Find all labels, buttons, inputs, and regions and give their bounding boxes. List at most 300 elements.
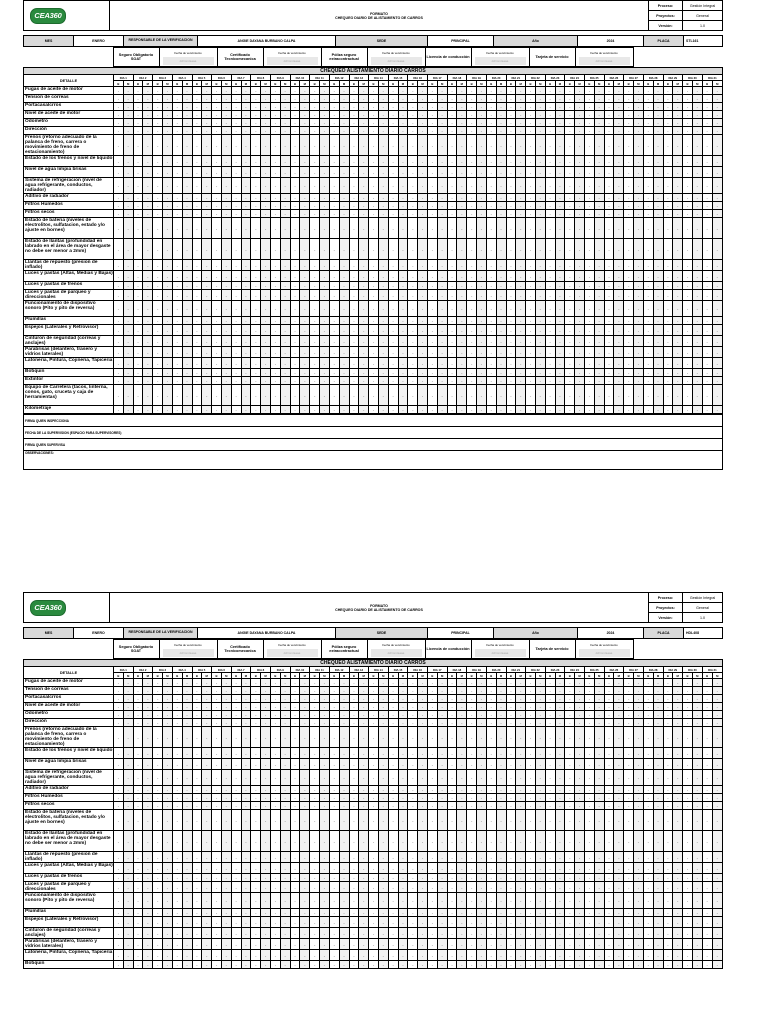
check-cell[interactable]: - — [634, 156, 644, 167]
check-cell[interactable]: - — [359, 950, 369, 961]
check-cell[interactable]: - — [369, 385, 379, 406]
check-cell[interactable]: - — [378, 950, 388, 961]
check-cell[interactable]: - — [585, 87, 595, 95]
check-cell[interactable]: - — [614, 802, 624, 810]
check-cell[interactable]: - — [339, 802, 349, 810]
check-cell[interactable]: - — [329, 218, 339, 239]
check-cell[interactable]: - — [477, 711, 487, 719]
check-cell[interactable]: - — [614, 347, 624, 358]
check-cell[interactable]: - — [516, 928, 526, 939]
check-cell[interactable]: - — [614, 810, 624, 831]
check-cell[interactable]: - — [526, 301, 536, 317]
check-cell[interactable]: - — [172, 679, 182, 687]
check-cell[interactable]: - — [378, 369, 388, 377]
check-cell[interactable]: - — [280, 909, 290, 917]
check-cell[interactable]: - — [329, 786, 339, 794]
check-cell[interactable]: - — [378, 831, 388, 852]
check-cell[interactable]: - — [290, 301, 300, 317]
check-cell[interactable]: - — [535, 874, 545, 882]
check-cell[interactable]: - — [477, 939, 487, 950]
check-cell[interactable]: - — [153, 317, 163, 325]
check-cell[interactable]: - — [202, 961, 212, 969]
check-cell[interactable]: - — [643, 786, 653, 794]
check-cell[interactable]: - — [320, 202, 330, 210]
check-cell[interactable]: - — [437, 786, 447, 794]
check-cell[interactable]: - — [604, 218, 614, 239]
check-cell[interactable]: - — [526, 358, 536, 369]
check-cell[interactable]: - — [496, 863, 506, 874]
check-cell[interactable]: - — [634, 178, 644, 194]
check-cell[interactable]: - — [251, 786, 261, 794]
check-cell[interactable]: - — [163, 882, 173, 893]
check-cell[interactable]: - — [261, 794, 271, 802]
check-cell[interactable]: - — [673, 703, 683, 711]
check-cell[interactable]: - — [624, 347, 634, 358]
check-cell[interactable]: - — [418, 127, 428, 135]
check-cell[interactable]: - — [163, 748, 173, 759]
check-cell[interactable]: - — [545, 103, 555, 111]
check-cell[interactable]: - — [663, 770, 673, 786]
check-cell[interactable]: - — [172, 135, 182, 156]
check-cell[interactable]: - — [477, 103, 487, 111]
check-cell[interactable]: - — [457, 111, 467, 119]
check-cell[interactable]: - — [123, 874, 133, 882]
check-cell[interactable]: - — [123, 727, 133, 748]
check-cell[interactable]: - — [212, 759, 222, 770]
check-cell[interactable]: - — [486, 928, 496, 939]
check-cell[interactable]: - — [163, 119, 173, 127]
check-cell[interactable]: - — [712, 336, 722, 347]
check-cell[interactable]: - — [447, 178, 457, 194]
check-cell[interactable]: - — [398, 852, 408, 863]
check-cell[interactable]: - — [212, 271, 222, 282]
check-cell[interactable]: - — [683, 770, 693, 786]
check-cell[interactable]: - — [496, 325, 506, 336]
check-cell[interactable]: - — [231, 679, 241, 687]
check-cell[interactable]: - — [496, 167, 506, 178]
check-cell[interactable]: - — [702, 290, 712, 301]
check-cell[interactable]: - — [555, 369, 565, 377]
check-cell[interactable]: - — [575, 301, 585, 317]
check-cell[interactable]: - — [437, 874, 447, 882]
check-cell[interactable]: - — [192, 679, 202, 687]
check-cell[interactable]: - — [673, 178, 683, 194]
check-cell[interactable]: - — [565, 695, 575, 703]
check-cell[interactable]: - — [329, 961, 339, 969]
check-cell[interactable]: - — [585, 385, 595, 406]
check-cell[interactable]: - — [604, 95, 614, 103]
check-cell[interactable]: - — [329, 317, 339, 325]
check-cell[interactable]: - — [231, 917, 241, 928]
check-cell[interactable]: - — [702, 317, 712, 325]
check-cell[interactable]: - — [271, 377, 281, 385]
check-cell[interactable]: - — [702, 695, 712, 703]
check-cell[interactable]: - — [516, 810, 526, 831]
check-cell[interactable]: - — [496, 385, 506, 406]
check-cell[interactable]: - — [506, 950, 516, 961]
check-cell[interactable]: - — [594, 135, 604, 156]
check-cell[interactable]: - — [388, 336, 398, 347]
check-cell[interactable]: - — [143, 874, 153, 882]
check-cell[interactable]: - — [143, 325, 153, 336]
check-cell[interactable]: - — [506, 939, 516, 950]
check-cell[interactable]: - — [447, 111, 457, 119]
check-cell[interactable]: - — [290, 271, 300, 282]
check-cell[interactable]: - — [310, 950, 320, 961]
check-cell[interactable]: - — [172, 87, 182, 95]
check-cell[interactable]: - — [143, 135, 153, 156]
check-cell[interactable]: - — [408, 928, 418, 939]
check-cell[interactable]: - — [143, 301, 153, 317]
check-cell[interactable]: - — [624, 406, 634, 414]
check-cell[interactable]: - — [231, 301, 241, 317]
check-cell[interactable]: - — [182, 194, 192, 202]
check-cell[interactable]: - — [634, 167, 644, 178]
check-cell[interactable]: - — [192, 950, 202, 961]
check-cell[interactable]: - — [300, 874, 310, 882]
check-cell[interactable]: - — [712, 770, 722, 786]
check-cell[interactable]: - — [634, 874, 644, 882]
check-cell[interactable]: - — [585, 874, 595, 882]
check-cell[interactable]: - — [231, 939, 241, 950]
check-cell[interactable]: - — [447, 358, 457, 369]
check-cell[interactable]: - — [271, 711, 281, 719]
check-cell[interactable]: - — [565, 852, 575, 863]
check-cell[interactable]: - — [172, 874, 182, 882]
check-cell[interactable]: - — [565, 719, 575, 727]
check-cell[interactable]: - — [575, 135, 585, 156]
check-cell[interactable]: - — [300, 358, 310, 369]
check-cell[interactable]: - — [192, 810, 202, 831]
check-cell[interactable]: - — [673, 711, 683, 719]
check-cell[interactable]: - — [712, 194, 722, 202]
check-cell[interactable]: - — [369, 127, 379, 135]
check-cell[interactable]: - — [251, 369, 261, 377]
check-cell[interactable]: - — [526, 786, 536, 794]
check-cell[interactable]: - — [261, 260, 271, 271]
check-cell[interactable]: - — [585, 156, 595, 167]
check-cell[interactable]: - — [388, 260, 398, 271]
check-cell[interactable]: - — [545, 770, 555, 786]
check-cell[interactable]: - — [192, 218, 202, 239]
check-cell[interactable]: - — [457, 687, 467, 695]
check-cell[interactable]: - — [496, 271, 506, 282]
check-cell[interactable]: - — [467, 317, 477, 325]
check-cell[interactable]: - — [663, 194, 673, 202]
check-cell[interactable]: - — [202, 928, 212, 939]
check-cell[interactable]: - — [369, 103, 379, 111]
check-cell[interactable]: - — [251, 119, 261, 127]
check-cell[interactable]: - — [310, 928, 320, 939]
check-cell[interactable]: - — [467, 695, 477, 703]
check-cell[interactable]: - — [280, 831, 290, 852]
check-cell[interactable]: - — [486, 317, 496, 325]
check-cell[interactable]: - — [526, 325, 536, 336]
check-cell[interactable]: - — [320, 95, 330, 103]
check-cell[interactable]: - — [437, 95, 447, 103]
check-cell[interactable]: - — [486, 961, 496, 969]
check-cell[interactable]: - — [643, 377, 653, 385]
date-input[interactable]: dd/mm/aaaa — [475, 57, 526, 65]
check-cell[interactable]: - — [271, 290, 281, 301]
check-cell[interactable]: - — [555, 695, 565, 703]
check-cell[interactable]: - — [516, 802, 526, 810]
check-cell[interactable]: - — [457, 695, 467, 703]
check-cell[interactable]: - — [369, 961, 379, 969]
check-cell[interactable]: - — [133, 347, 143, 358]
check-cell[interactable]: - — [643, 748, 653, 759]
check-cell[interactable]: - — [378, 802, 388, 810]
check-cell[interactable]: - — [486, 135, 496, 156]
check-cell[interactable]: - — [231, 748, 241, 759]
check-cell[interactable]: - — [163, 695, 173, 703]
check-cell[interactable]: - — [231, 687, 241, 695]
check-cell[interactable]: - — [123, 719, 133, 727]
check-cell[interactable]: - — [182, 882, 192, 893]
check-cell[interactable]: - — [241, 909, 251, 917]
check-cell[interactable]: - — [702, 178, 712, 194]
check-cell[interactable]: - — [359, 719, 369, 727]
check-cell[interactable]: - — [594, 358, 604, 369]
check-cell[interactable]: - — [408, 961, 418, 969]
check-cell[interactable]: - — [359, 687, 369, 695]
check-cell[interactable]: - — [457, 239, 467, 260]
check-cell[interactable]: - — [192, 385, 202, 406]
check-cell[interactable]: - — [320, 119, 330, 127]
check-cell[interactable]: - — [614, 178, 624, 194]
check-cell[interactable]: - — [280, 194, 290, 202]
check-cell[interactable]: - — [585, 290, 595, 301]
check-cell[interactable]: - — [114, 111, 124, 119]
check-cell[interactable]: - — [114, 87, 124, 95]
check-cell[interactable]: - — [673, 893, 683, 909]
check-cell[interactable]: - — [437, 727, 447, 748]
check-cell[interactable]: - — [192, 703, 202, 711]
check-cell[interactable]: - — [398, 358, 408, 369]
check-cell[interactable]: - — [624, 271, 634, 282]
check-cell[interactable]: - — [241, 928, 251, 939]
check-cell[interactable]: - — [378, 218, 388, 239]
check-cell[interactable]: - — [457, 679, 467, 687]
check-cell[interactable]: - — [202, 178, 212, 194]
check-cell[interactable]: - — [506, 770, 516, 786]
check-cell[interactable]: - — [192, 119, 202, 127]
check-cell[interactable]: - — [408, 770, 418, 786]
check-cell[interactable]: - — [496, 317, 506, 325]
check-cell[interactable]: - — [486, 748, 496, 759]
check-cell[interactable]: - — [496, 950, 506, 961]
check-cell[interactable]: - — [565, 863, 575, 874]
check-cell[interactable]: - — [624, 711, 634, 719]
check-cell[interactable]: - — [398, 928, 408, 939]
check-cell[interactable]: - — [526, 406, 536, 414]
check-cell[interactable]: - — [359, 377, 369, 385]
check-cell[interactable]: - — [172, 282, 182, 290]
check-cell[interactable]: - — [378, 317, 388, 325]
check-cell[interactable]: - — [369, 377, 379, 385]
check-cell[interactable]: - — [212, 377, 222, 385]
check-cell[interactable]: - — [359, 695, 369, 703]
sede-value[interactable]: PRINCIPAL — [428, 36, 494, 47]
check-cell[interactable]: - — [594, 406, 604, 414]
check-cell[interactable]: - — [280, 369, 290, 377]
check-cell[interactable]: - — [300, 961, 310, 969]
check-cell[interactable]: - — [172, 301, 182, 317]
check-cell[interactable]: - — [280, 917, 290, 928]
date-input[interactable]: dd/mm/aaaa — [579, 649, 630, 657]
check-cell[interactable]: - — [202, 703, 212, 711]
check-cell[interactable]: - — [212, 127, 222, 135]
check-cell[interactable]: - — [133, 218, 143, 239]
check-cell[interactable]: - — [398, 802, 408, 810]
check-cell[interactable]: - — [535, 748, 545, 759]
check-cell[interactable]: - — [192, 336, 202, 347]
check-cell[interactable]: - — [123, 282, 133, 290]
check-cell[interactable]: - — [428, 119, 438, 127]
check-cell[interactable]: - — [418, 852, 428, 863]
check-cell[interactable]: - — [555, 679, 565, 687]
check-cell[interactable]: - — [398, 961, 408, 969]
check-cell[interactable]: - — [712, 87, 722, 95]
check-cell[interactable]: - — [418, 347, 428, 358]
check-cell[interactable]: - — [712, 852, 722, 863]
check-cell[interactable]: - — [712, 703, 722, 711]
check-cell[interactable]: - — [496, 239, 506, 260]
check-cell[interactable]: - — [153, 893, 163, 909]
check-cell[interactable]: - — [575, 727, 585, 748]
check-cell[interactable]: - — [643, 301, 653, 317]
check-cell[interactable]: - — [418, 178, 428, 194]
check-cell[interactable]: - — [702, 239, 712, 260]
check-cell[interactable]: - — [251, 679, 261, 687]
check-cell[interactable]: - — [663, 786, 673, 794]
check-cell[interactable]: - — [486, 95, 496, 103]
check-cell[interactable]: - — [378, 178, 388, 194]
check-cell[interactable]: - — [359, 852, 369, 863]
check-cell[interactable]: - — [428, 909, 438, 917]
check-cell[interactable]: - — [428, 687, 438, 695]
check-cell[interactable]: - — [457, 103, 467, 111]
check-cell[interactable]: - — [359, 369, 369, 377]
check-cell[interactable]: - — [663, 336, 673, 347]
check-cell[interactable]: - — [506, 135, 516, 156]
check-cell[interactable]: - — [290, 127, 300, 135]
check-cell[interactable]: - — [585, 135, 595, 156]
check-cell[interactable]: - — [388, 727, 398, 748]
check-cell[interactable]: - — [467, 156, 477, 167]
check-cell[interactable]: - — [339, 703, 349, 711]
check-cell[interactable]: - — [280, 794, 290, 802]
check-cell[interactable]: - — [231, 928, 241, 939]
check-cell[interactable]: - — [535, 831, 545, 852]
check-cell[interactable]: - — [516, 909, 526, 917]
check-cell[interactable]: - — [202, 239, 212, 260]
check-cell[interactable]: - — [349, 325, 359, 336]
check-cell[interactable]: - — [202, 271, 212, 282]
check-cell[interactable]: - — [192, 239, 202, 260]
check-cell[interactable]: - — [545, 111, 555, 119]
check-cell[interactable]: - — [545, 336, 555, 347]
check-cell[interactable]: - — [172, 810, 182, 831]
check-cell[interactable]: - — [702, 810, 712, 831]
check-cell[interactable]: - — [192, 156, 202, 167]
check-cell[interactable]: - — [673, 290, 683, 301]
check-cell[interactable]: - — [418, 727, 428, 748]
check-cell[interactable]: - — [673, 928, 683, 939]
check-cell[interactable]: - — [192, 794, 202, 802]
check-cell[interactable]: - — [624, 802, 634, 810]
check-cell[interactable]: - — [349, 111, 359, 119]
check-cell[interactable]: - — [614, 794, 624, 802]
check-cell[interactable]: - — [712, 961, 722, 969]
check-cell[interactable]: - — [192, 831, 202, 852]
check-cell[interactable]: - — [339, 786, 349, 794]
check-cell[interactable]: - — [378, 719, 388, 727]
check-cell[interactable]: - — [359, 271, 369, 282]
check-cell[interactable]: - — [388, 369, 398, 377]
check-cell[interactable]: - — [261, 210, 271, 218]
check-cell[interactable]: - — [575, 103, 585, 111]
check-cell[interactable]: - — [692, 385, 702, 406]
check-cell[interactable]: - — [428, 218, 438, 239]
check-cell[interactable]: - — [467, 369, 477, 377]
check-cell[interactable]: - — [221, 385, 231, 406]
check-cell[interactable]: - — [123, 695, 133, 703]
check-cell[interactable]: - — [545, 695, 555, 703]
check-cell[interactable]: - — [457, 893, 467, 909]
check-cell[interactable]: - — [388, 786, 398, 794]
check-cell[interactable]: - — [467, 727, 477, 748]
check-cell[interactable]: - — [310, 111, 320, 119]
check-cell[interactable]: - — [251, 703, 261, 711]
check-cell[interactable]: - — [614, 831, 624, 852]
check-cell[interactable]: - — [535, 111, 545, 119]
check-cell[interactable]: - — [594, 831, 604, 852]
check-cell[interactable]: - — [496, 703, 506, 711]
check-cell[interactable]: - — [663, 727, 673, 748]
check-cell[interactable]: - — [418, 282, 428, 290]
check-cell[interactable]: - — [231, 369, 241, 377]
check-cell[interactable]: - — [221, 950, 231, 961]
check-cell[interactable]: - — [231, 882, 241, 893]
check-cell[interactable]: - — [545, 239, 555, 260]
check-cell[interactable]: - — [467, 703, 477, 711]
check-cell[interactable]: - — [182, 679, 192, 687]
check-cell[interactable]: - — [349, 950, 359, 961]
check-cell[interactable]: - — [388, 282, 398, 290]
check-cell[interactable]: - — [506, 406, 516, 414]
check-cell[interactable]: - — [653, 687, 663, 695]
check-cell[interactable]: - — [163, 369, 173, 377]
check-cell[interactable]: - — [496, 111, 506, 119]
check-cell[interactable]: - — [398, 385, 408, 406]
check-cell[interactable]: - — [388, 711, 398, 719]
check-cell[interactable]: - — [359, 218, 369, 239]
check-cell[interactable]: - — [634, 317, 644, 325]
check-cell[interactable]: - — [310, 727, 320, 748]
check-cell[interactable]: - — [182, 317, 192, 325]
check-cell[interactable]: - — [683, 961, 693, 969]
check-cell[interactable]: - — [614, 358, 624, 369]
check-cell[interactable]: - — [408, 135, 418, 156]
check-cell[interactable]: - — [182, 95, 192, 103]
check-cell[interactable]: - — [202, 748, 212, 759]
check-cell[interactable]: - — [477, 260, 487, 271]
check-cell[interactable]: - — [310, 719, 320, 727]
check-cell[interactable]: - — [643, 863, 653, 874]
check-cell[interactable]: - — [673, 727, 683, 748]
check-cell[interactable]: - — [477, 961, 487, 969]
